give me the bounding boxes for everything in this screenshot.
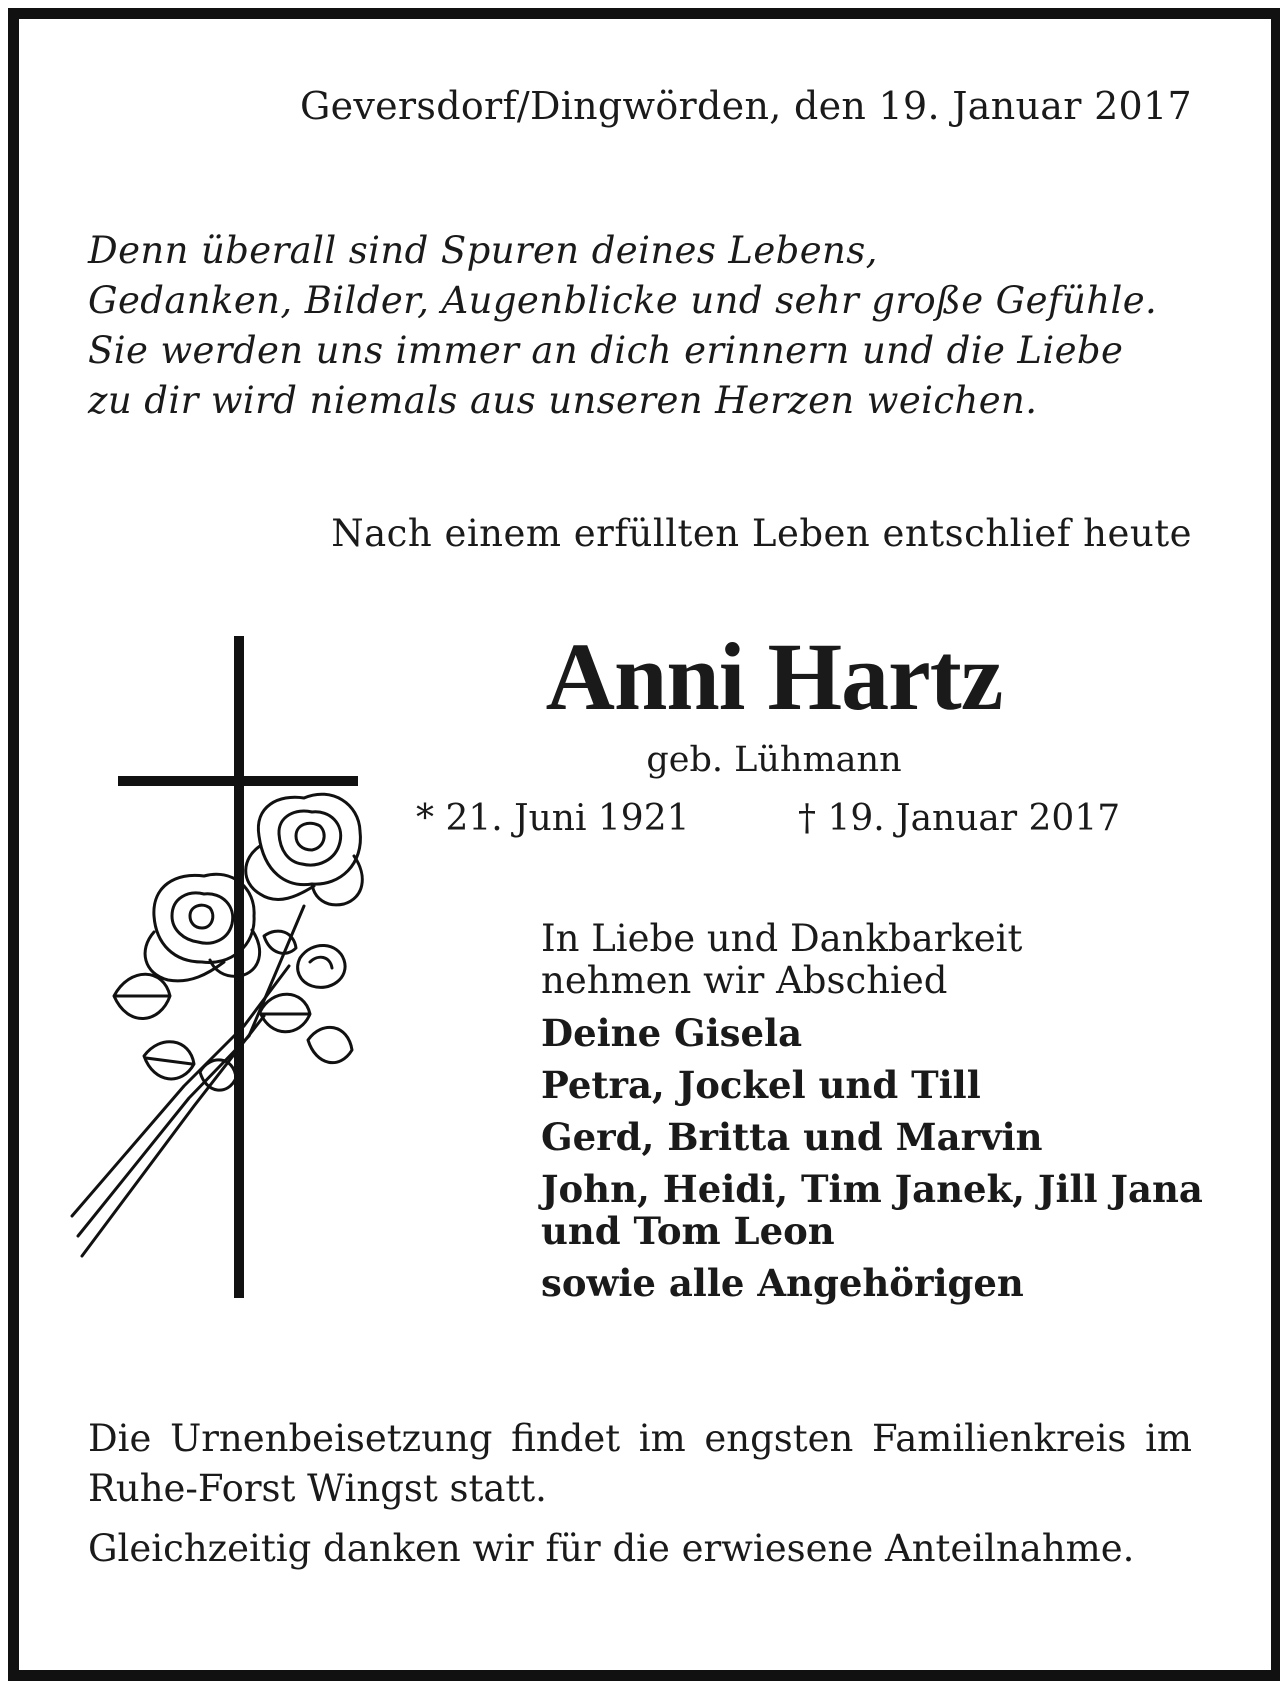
mourner-name: Gerd, Britta und Marvin — [541, 1115, 1043, 1159]
verse-line: Denn überall sind Spuren deines Lebens, — [88, 229, 878, 272]
mourner-name: Deine Gisela — [541, 1011, 803, 1055]
birth-date: * 21. Juni 1921 — [416, 798, 690, 839]
place-date: Geversdorf/Dingwörden, den 19. Januar 2017 — [299, 84, 1192, 128]
farewell-text — [541, 918, 1203, 1002]
mourner-name: Petra, Jockel und Till — [541, 1063, 981, 1107]
thanks-note: Gleichzeitig danken wir für die erwiesene Anteilnahme. — [88, 1527, 1135, 1570]
verse-line: zu dir wird niemals aus unseren Herzen weichen. — [88, 379, 1038, 422]
intro-text: Nach einem erfüllten Leben entschlief heute — [331, 512, 1192, 555]
farewell-line: In Liebe und Dankbarkeit — [541, 917, 1023, 960]
verse — [88, 226, 1157, 426]
mourner-name: und Tom Leon — [541, 1209, 835, 1253]
farewell-line: nehmen wir Abschied — [541, 959, 948, 1002]
cross-with-roses-icon — [64, 636, 374, 1306]
death-date: † 19. Januar 2017 — [798, 798, 1121, 839]
burial-note: Die Urnenbeisetzung findet im engsten Familienkreis im Ruhe-Forst Wingst statt. — [88, 1417, 1192, 1510]
verse-line: Gedanken, Bilder, Augenblicke und sehr große Gefühle. — [88, 279, 1158, 322]
mourner-name: John, Heidi, Tim Janek, Jill Jana — [541, 1167, 1203, 1211]
mourner-name: sowie alle Angehörigen — [541, 1261, 1024, 1305]
maiden-name: geb. Lühmann — [646, 740, 902, 780]
mourners-block — [541, 918, 1203, 1304]
deceased-name: Anni Hartz — [545, 623, 1003, 730]
verse-line: Sie werden uns immer an dich erinnern und die Liebe — [88, 329, 1124, 372]
closing-notes — [88, 1414, 1192, 1584]
